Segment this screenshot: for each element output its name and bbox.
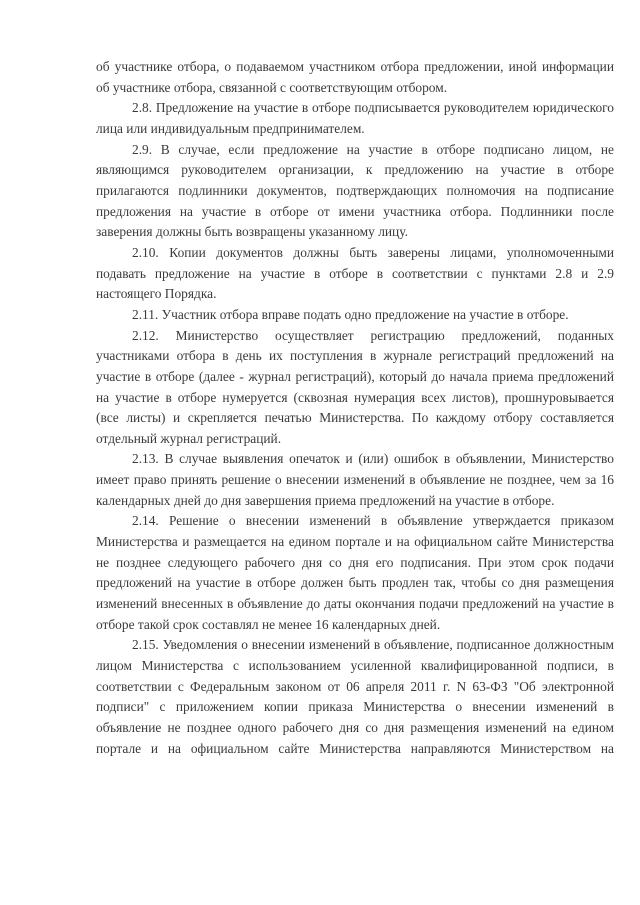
paragraph-2-10: 2.10. Копии документов должны быть заверены лицами, уполномоченными подавать предложение на участие в отборе в соответствии с пунктами 2.8 и 2.9 настоящего Порядка. — [96, 244, 614, 302]
document-body — [96, 57, 614, 759]
paragraph-2-11: 2.11. Участник отбора вправе подать одно предложение на участие в отборе. — [132, 306, 569, 322]
paragraph-2-14: 2.14. Решение о внесении изменений в объявление утверждается приказом Министерства и размещается на едином портале и на официальном сайте Министерства не позднее следующего рабочего дня со дня его подписания. При этом срок подачи предложений на участие в отборе должен быть продлен так, чтобы со дня размещения изменений внесенных в объявление до даты окончания подачи предложений на участие в отборе такой срок составлял не менее 16 календарных дней. — [96, 513, 614, 632]
paragraph-2-9: 2.9. В случае, если предложение на участие в отборе подписано лицом, не являющимся руководителем организации, к предложению на участие в отборе прилагаются подлинники документов, подтверждающих полномочия на подписание предложения на участие в отборе от имени участника отбора. Подлинники после заверения должны быть возвращены указанному лицу. — [96, 141, 614, 240]
paragraph-continuation: об участнике отбора, о подаваемом участником отбора предложении, иной информации об участнике отбора, связанной с соответствующим отбором. — [96, 59, 614, 95]
paragraph-2-15: 2.15. Уведомления о внесении изменений в объявление, подписанное должностным лицом Министерства с использованием усиленной квалифицированной подписи, в соответствии с Федеральным законом от 06 апреля 2011 г. N 63-ФЗ "Об электронной подписи" с приложением копии приказа Министерства о внесении изменений в объявление не позднее одного рабочего дня со дня размещения изменений на едином портале и на официальном сайте Министерства направляются Министерством на — [96, 637, 614, 756]
paragraph-2-8: 2.8. Предложение на участие в отборе подписывается руководителем юридического лица или индивидуальным предпринимателем. — [96, 100, 614, 136]
paragraph-2-12: 2.12. Министерство осуществляет регистрацию предложений, поданных участниками отбора в день их поступления в журнале регистраций предложений на участие в отборе (далее - журнал регистраций), который до начала приема предложений на участие в отборе нумеруется (сквозная нумерация всех листов), прошнуровывается (все листы) и скрепляется печатью Министерства. По каждому отбору составляется отдельный журнал регистраций. — [96, 327, 614, 446]
paragraph-2-13: 2.13. В случае выявления опечаток и (или) ошибок в объявлении, Министерство имеет право принять решение о внесении изменений в объявление не позднее, чем за 16 календарных дней до дня завершения приема предложений на участие в отборе. — [96, 451, 614, 508]
